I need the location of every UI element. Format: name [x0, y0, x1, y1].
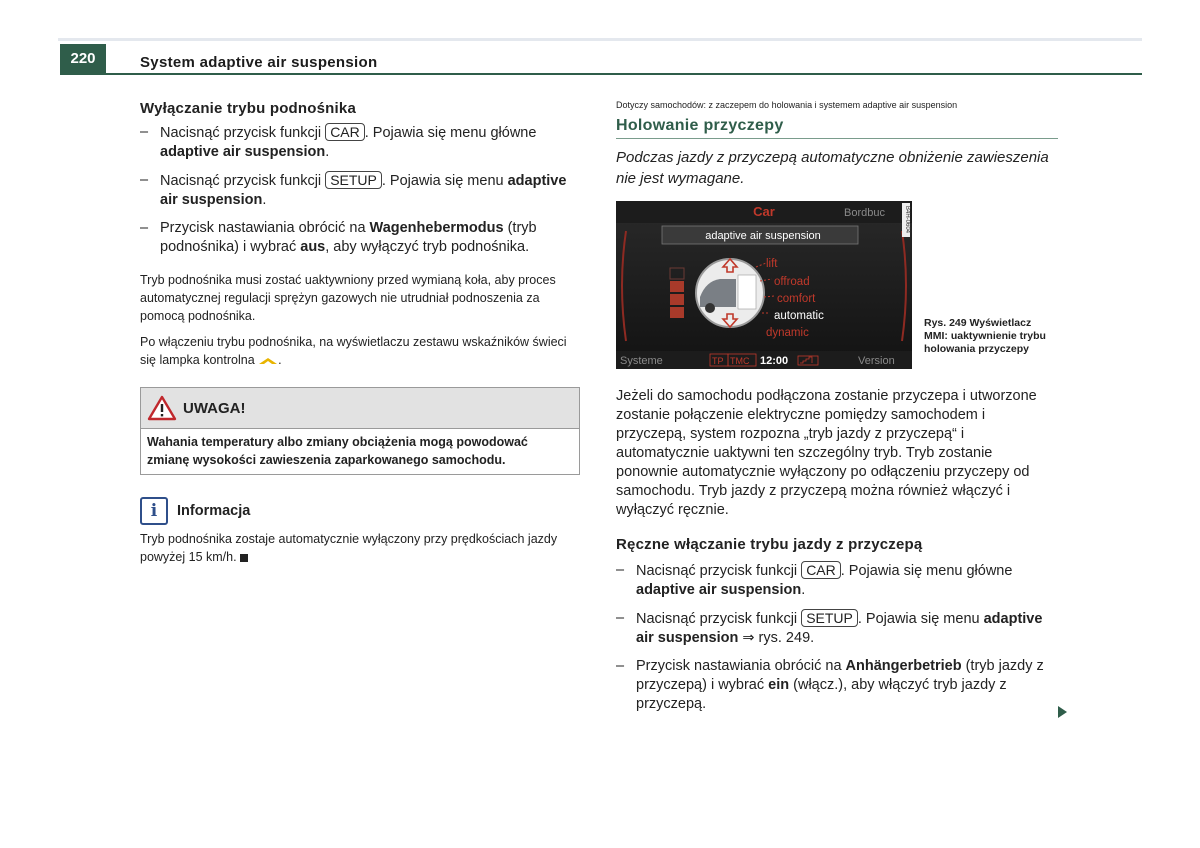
- right-column: [616, 100, 1058, 723]
- dash-bullet: –: [140, 220, 149, 236]
- tab-car: Car: [753, 204, 775, 219]
- setup-key-label: SETUP: [801, 609, 858, 627]
- bottom-version: Version: [858, 355, 895, 367]
- section-title-jack-mode: Wyłączanie trybu podnośnika: [140, 100, 357, 117]
- page-number: 220: [60, 44, 106, 74]
- text: .: [278, 353, 282, 367]
- text: Nacisnąć przycisk funkcji: [636, 563, 802, 579]
- paragraph: Tryb podnośnika musi zostać uaktywniony przed wymianą koła, aby proces automatycznej regulacji sprężyn gazowych nie utrudniał podnoszenia za pomocą podnośnika.: [140, 273, 556, 323]
- section-title-towing: Holowanie przyczepy: [616, 117, 1058, 139]
- clock: 12:00: [760, 355, 789, 367]
- text: Przycisk nastawiania obrócić na: [636, 658, 846, 674]
- paragraph: [140, 333, 580, 369]
- dash-bullet: –: [616, 658, 625, 674]
- text: Nacisnąć przycisk funkcji: [160, 173, 326, 189]
- mmi-display-graphic: [616, 201, 912, 369]
- chapter-title: System adaptive air suspension: [140, 54, 378, 71]
- option-name: ein: [768, 677, 790, 693]
- text: . Pojawia się menu główne: [840, 563, 1013, 579]
- text: (tryb jazdy z przyczepą) i wybrać: [636, 658, 1044, 693]
- list-item: [140, 219, 580, 257]
- text: Po włączeniu trybu podnośnika, na wyświetlaczu zestawu wskaźników świeci się lampka kontrolna: [140, 335, 567, 367]
- text: Nacisnąć przycisk funkcji: [636, 611, 802, 627]
- text: (tryb podnośnika) i wybrać: [160, 220, 537, 255]
- warning-text: Wahania temperatury albo zmiany obciążenia mogą powodować zmianę wysokości zawieszenia zaparkowanego samochodu.: [147, 435, 528, 467]
- menu-name: adaptive air suspension: [636, 611, 1043, 646]
- text: .: [801, 582, 806, 598]
- option-comfort: comfort: [777, 293, 816, 305]
- subsection-title: Ręczne włączanie trybu jazdy z przyczepą: [616, 536, 923, 553]
- info-header: [140, 497, 580, 525]
- warning-triangle-icon: [147, 395, 177, 421]
- left-column: [140, 100, 580, 574]
- section-end-marker-icon: [240, 554, 248, 562]
- menu-name: adaptive air suspension: [636, 582, 802, 598]
- figure: [616, 201, 1058, 369]
- setup-key-label: SETUP: [325, 171, 382, 189]
- dash-bullet: –: [616, 562, 625, 578]
- text: Przycisk nastawiania obrócić na: [160, 220, 370, 236]
- dash-bullet: –: [140, 124, 149, 140]
- bottom-systeme: Systeme: [620, 355, 663, 367]
- info-text: [140, 530, 580, 566]
- text: . Pojawia się menu główne: [364, 125, 537, 141]
- header-rule: [60, 73, 1142, 75]
- tab-bordbuch: Bordbuc: [844, 207, 885, 219]
- warning-header: [141, 388, 579, 429]
- mmi-display: [616, 201, 912, 369]
- tp-indicator: TP: [712, 356, 724, 366]
- dash-bullet: –: [616, 610, 625, 626]
- option-offroad: offroad: [774, 276, 810, 288]
- text: ⇒ rys. 249.: [738, 630, 815, 646]
- top-decor-line: [58, 38, 1142, 41]
- mode-name: Anhängerbetrieb: [845, 658, 962, 674]
- jack-mode-lamp-icon: [258, 356, 278, 366]
- mode-name: Wagenhebermodus: [369, 220, 504, 236]
- tmc-indicator: TMC: [730, 356, 750, 366]
- text: (włącz.), aby włączyć tryb jazdy z przyczepą.: [636, 677, 1007, 712]
- option-automatic: automatic: [774, 310, 824, 322]
- applies-to-note: Dotyczy samochodów: z zaczepem do holowania i systemem adaptive air suspension: [616, 100, 958, 110]
- lead-text: Podczas jazdy z przyczepą automatyczne obniżenie zawieszenia nie jest wymagane.: [616, 149, 1049, 187]
- figure-code: B4H-0604: [902, 203, 910, 237]
- menu-name: adaptive air suspension: [160, 144, 326, 160]
- list-item: [616, 561, 1058, 600]
- option-dynamic: dynamic: [766, 327, 809, 339]
- warning-title: UWAGA!: [183, 399, 246, 417]
- text: . Pojawia się menu: [381, 173, 508, 189]
- list-item: [616, 657, 1058, 714]
- list-item: [616, 609, 1058, 648]
- list-item: [140, 171, 580, 210]
- menu-title: adaptive air suspension: [705, 230, 821, 242]
- info-box: [140, 497, 580, 566]
- figure-caption: Rys. 249 Wyświetlacz MMI: uaktywnienie trybu holowania przyczepy: [924, 317, 1046, 355]
- info-icon: i: [140, 497, 168, 525]
- option-name: aus: [300, 239, 326, 255]
- text: Tryb podnośnika zostaje automatycznie wyłączony przy prędkościach jazdy powyżej 15 km/h.: [140, 532, 558, 564]
- list-item: [140, 123, 580, 162]
- continue-arrow-icon: [1058, 706, 1067, 718]
- text: . Pojawia się menu: [857, 611, 984, 627]
- info-title: Informacja: [177, 503, 251, 519]
- body-paragraph: Jeżeli do samochodu podłączona zostanie przyczepa i utworzone zostanie połączenie elektryczne pomiędzy samochodem i przyczepą, system rozpozna „tryb jazdy z przyczepą“ i automatycznie uaktywni ten szczególny tryb. Tryb zostanie ponownie automatycznie wyłączony po odłączeniu przyczepy od samochodu. Tryb jazdy z przyczepą można również włączyć i wyłączyć ręcznie.: [616, 388, 1037, 518]
- text: , aby wyłączyć tryb podnośnika.: [325, 239, 530, 255]
- car-key-label: CAR: [325, 123, 365, 141]
- car-key-label: CAR: [801, 561, 841, 579]
- text: .: [262, 192, 267, 208]
- text: .: [325, 144, 330, 160]
- text: Nacisnąć przycisk funkcji: [160, 125, 326, 141]
- option-lift: lift: [766, 258, 778, 270]
- warning-box: [140, 387, 580, 475]
- dash-bullet: –: [140, 172, 149, 188]
- menu-name: adaptive air suspension: [160, 173, 567, 208]
